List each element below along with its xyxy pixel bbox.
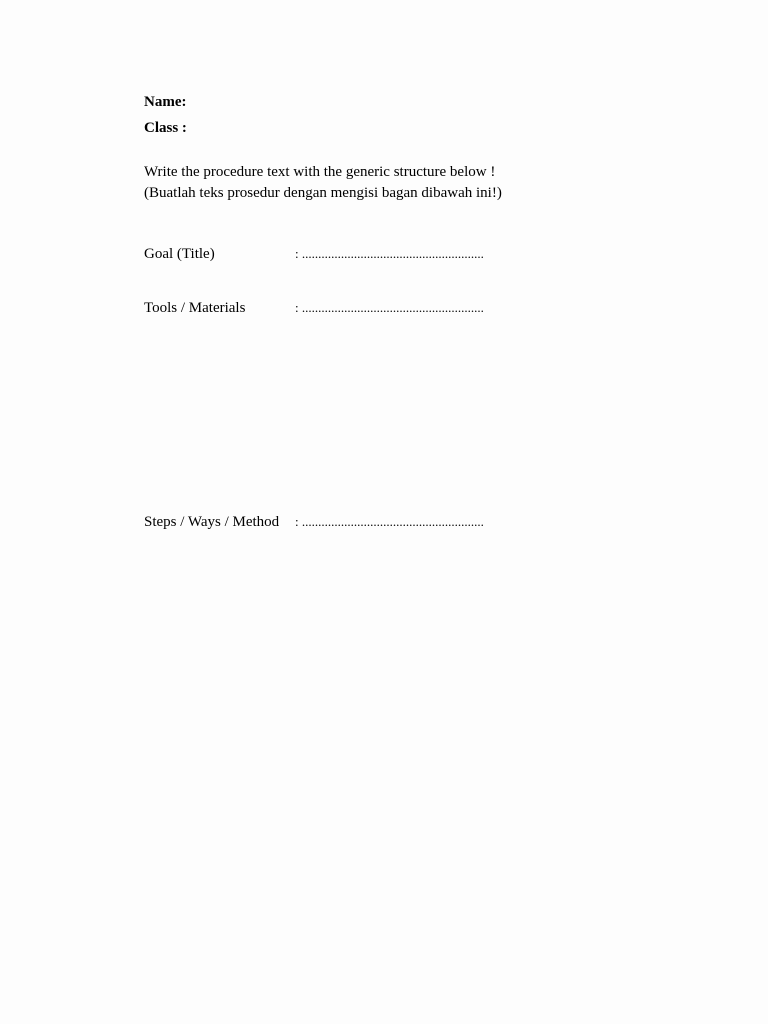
tools-label: Tools / Materials [144,300,246,316]
steps-dots: : ........................................................ [295,514,484,529]
steps-blank [295,512,484,532]
goal-dots: : ........................................................ [295,246,484,261]
class-label: Class : [144,120,187,136]
tools-dots: : ........................................................ [295,300,484,315]
goal-blank [295,244,484,264]
goal-label: Goal (Title) [144,246,215,262]
instruction-indonesian: (Buatlah teks prosedur dengan mengisi bagan dibawah ini!) [144,185,502,201]
instruction-english: Write the procedure text with the generic structure below ! [144,164,496,180]
steps-label: Steps / Ways / Method [144,514,280,530]
tools-blank [295,298,484,318]
name-label: Name: [144,94,187,110]
